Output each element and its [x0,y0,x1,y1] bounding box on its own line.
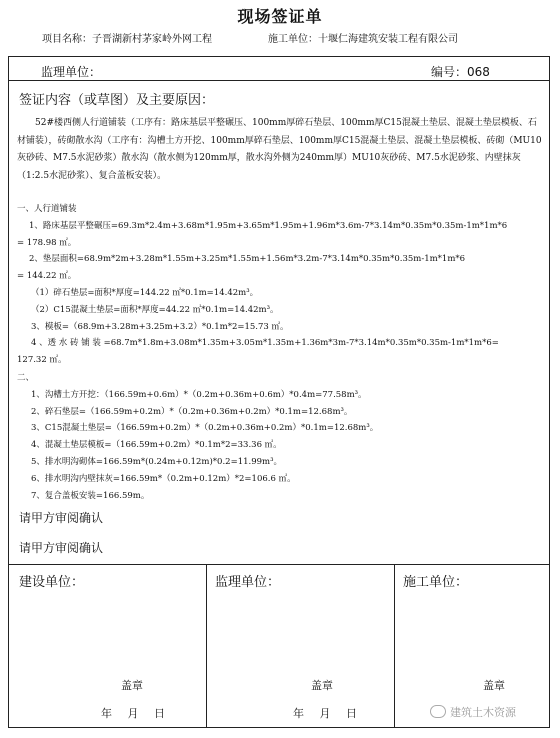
content-heading: 签证内容（或草图）及主要原因： [19,93,215,108]
confirm-text-2: 请甲方审阅确认 [19,541,104,555]
watermark [430,704,516,720]
watermark-text: 建筑土木资源 [450,706,516,719]
owner-date: 年 月 日 [101,707,165,720]
item-1-1: 1、路床基层平整碾压=69.3m*2.4m+3.68m*1.95m+3.65m*1.95m+1.96m*3.6m-7*3.14m*0.35m*0.35m-1m*1m*6 [29,220,508,231]
item-1-3: 3、模板=（68.9m+3.28m+3.25m+3.2）*0.1m*2=15.73 ㎡。 [31,321,289,332]
supervisor-seal: 盖章 [311,679,333,692]
item-2-6: 6、排水明沟内壁抹灰=166.59m*（0.2m+0.12m）*2=106.6 ㎡。 [31,473,296,484]
confirm-text-1: 请甲方审阅确认 [19,511,104,525]
contractor-name: 施工单位：十堰仁海建筑安装工程有限公司 [268,34,458,45]
owner-signature-box [9,565,207,727]
visa-form [8,56,550,728]
item-2-7: 7、复合盖板安装=166.59m。 [31,490,150,501]
item-2-5: 5、排水明沟砌体=166.59m*(0.24m+0.12m)*0.2=11.99m³。 [31,456,282,467]
section-one [17,201,543,369]
contractor-seal: 盖章 [483,679,505,692]
owner-label: 建设单位： [19,575,85,590]
contractor-signature-box [395,565,549,727]
item-1-4: 4 、透 水 砖 铺 装 =68.7m*1.8m+3.08m*1.35m+3.05m*1.35m+1.36m*3m-7*3.14m*0.35m*0.35m-1m*1m*6= [31,338,499,349]
item-1-2-sub2: （2）C15混凝土垫层=面积*厚度=44.22 ㎡*0.1m=14.42m³。 [31,304,279,315]
item-2-3: 3、C15混凝土垫层=（166.59m+0.2m）*（0.2m+0.36m+0.2m）*0.1m=12.68m³。 [31,423,379,434]
project-name: 项目名称：子晋湖新村茅家岭外网工程 [42,34,212,45]
signature-section [9,565,549,727]
item-2-2: 2、碎石垫层=（166.59m+0.2m）*（0.2m+0.36m+0.2m）*0.1m=12.68m³。 [31,406,353,417]
supervisor-label: 监理单位： [41,65,102,79]
item-2-1: 1、沟槽土方开挖：（166.59m+0.6m）*（0.2m+0.36m+0.6m）*0.4m=77.58m³。 [31,389,367,400]
form-number: 编号：068 [431,65,490,79]
wechat-icon [430,705,446,718]
item-1-1-result: = 178.98 ㎡。 [17,237,77,248]
item-1-4-result: 127.32 ㎡。 [17,355,67,366]
item-1-2: 2、垫层面积=68.9m*2m+3.28m*1.55m+3.25m*1.55m+1.56m*3.2m-7*3.14m*0.35m*0.35m-1m*1m*6 [29,254,466,265]
item-1-2-result: = 144.22 ㎡。 [17,271,77,282]
supervisor-date: 年 月 日 [293,707,357,720]
owner-seal: 盖章 [121,679,143,692]
section-two-title: 二、 [17,373,35,383]
section-one-title: 一、人行道铺装 [17,204,77,214]
item-1-2-sub1: （1）碎石垫层=面积*厚度=144.22 ㎡*0.1m=14.42m³。 [31,287,259,298]
supervisor-sign-label: 监理单位： [215,575,281,590]
page-title: 现场签证单 [237,7,323,26]
content-section [9,81,549,565]
description-paragraph [17,115,543,185]
item-2-4: 4、混凝土垫层模板=（166.59m+0.2m）*0.1m*2=33.36 ㎡。 [31,440,282,451]
description-text: 52#楼西侧人行道铺装（工序有：路床基层平整碾压、100mm厚碎石垫层、100mm厚C15混凝土垫层、混凝土垫层模板、石材铺装），砖砌散水沟（工序有：沟槽土方开挖、100mm厚碎石垫层、100mm厚C15混凝土垫层、混凝土垫层模板、砖砌（MU10灰砂砖、M7.5水泥砂浆）散水沟（散水侧为120mm厚，散水沟外侧为240mm厚）MU10灰砂砖、M7.5水泥砂浆、内壁抹灰（1:2.5水泥砂浆）、复合盖板安装）。 [17,118,542,181]
contractor-sign-label: 施工单位： [403,575,469,590]
supervisor-signature-box [207,565,395,727]
supervisor-row [9,57,549,81]
section-two [17,370,543,504]
